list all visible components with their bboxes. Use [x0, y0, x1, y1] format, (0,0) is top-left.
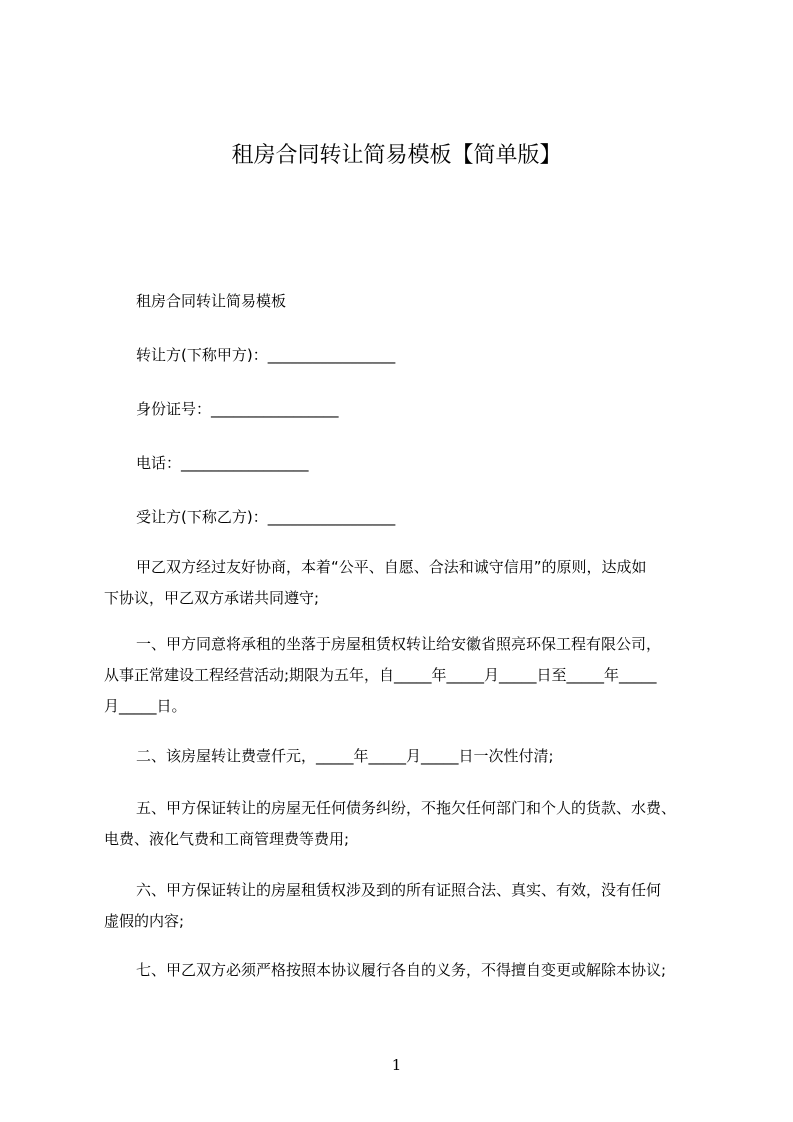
transferor-field: 转让方(下称甲方)：_________________: [136, 346, 396, 364]
section-heading: 租房合同转让简易模板: [136, 292, 287, 310]
clause-5-line-1: 五、甲方保证转让的房屋无任何债务纠纷，不拖欠任何部门和个人的货款、水费、: [136, 799, 677, 817]
clause-6-paragraph: [104, 875, 704, 937]
id-number-field: 身份证号：_________________: [136, 400, 339, 418]
clause-7: 七、甲乙双方必须严格按照本协议履行各自的义务，不得擅自变更或解除本协议;: [136, 961, 667, 979]
transferee-field: 受让方(下称乙方)：_________________: [136, 508, 396, 526]
clause-1-line-2: 从事正常建设工程经营活动;期限为五年，自_____年_____月_____日至_____年_____: [104, 666, 657, 684]
intro-line-1: 甲乙双方经过友好协商，本着“公平、自愿、合法和诚守信用”的原则，达成如: [136, 558, 647, 576]
clause-2: 二、该房屋转让费壹仟元，_____年_____月_____日一次性付清;: [136, 747, 554, 765]
clause-1-line-1: 一、甲方同意将承租的坐落于房屋租赁权转让给安徽省照亮环保工程有限公司，: [136, 635, 662, 653]
clause-5-line-2: 电费、液化气费和工商管理费等费用;: [104, 830, 350, 848]
clause-6-line-2: 虚假的内容;: [104, 912, 185, 930]
phone-field: 电话：_________________: [136, 454, 309, 472]
clause-1-line-3: 月_____日。: [104, 697, 187, 715]
clause-1-paragraph: [104, 629, 704, 722]
intro-paragraph: [104, 552, 704, 614]
clause-5-paragraph: [104, 793, 704, 855]
intro-line-2: 下协议，甲乙双方承诺共同遵守;: [104, 589, 320, 607]
document-title: 租房合同转让简易模板【简单版】: [231, 143, 562, 168]
clause-6-line-1: 六、甲方保证转让的房屋租赁权涉及到的所有证照合法、真实、有效，没有任何: [136, 881, 662, 899]
page-number: 1: [391, 1056, 402, 1074]
